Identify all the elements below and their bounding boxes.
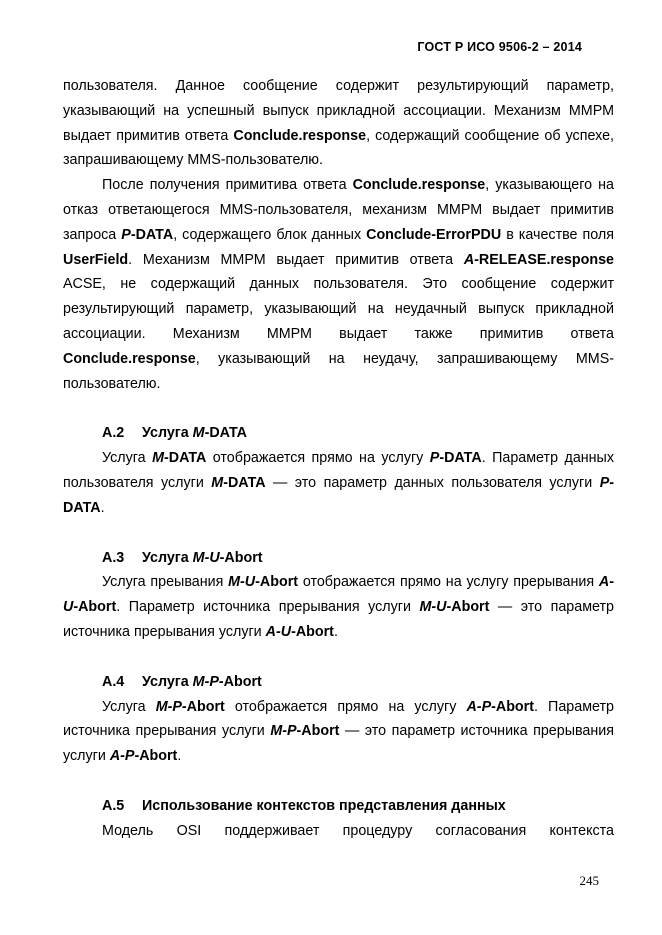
primitive-suffix: -Abort [73, 599, 117, 616]
primitive-prefix: A-U [63, 574, 614, 616]
primitive-suffix: -Abort [134, 748, 178, 765]
section-title-text: Использование контекстов представления данных [142, 797, 506, 814]
text: . [100, 499, 105, 516]
section-title-text: Услуга [142, 549, 193, 566]
section-title-italic: M [192, 425, 205, 442]
primitive-suffix: DATA [63, 499, 101, 516]
text: . Параметр источника прерывания услуги [116, 599, 420, 616]
page-number: 245 [579, 873, 599, 888]
field-name: UserField [63, 251, 129, 268]
section-number: A.5 [102, 797, 125, 814]
text: , указывающий на неудачу, запрашивающему MMS-пользователю. [63, 350, 614, 392]
section-a4-body [63, 695, 614, 769]
primitive-suffix: -Abort [291, 623, 334, 640]
text: . Механизм ММРМ выдает примитив ответа [128, 251, 464, 268]
primitive-suffix: -Abort [181, 698, 225, 715]
section-title-text: Услуга [142, 425, 193, 442]
section-title-text: Услуга [142, 673, 193, 690]
section-number: A.2 [102, 425, 125, 442]
primitive-prefix: A-P [109, 748, 135, 765]
text: — это параметр источника прерывания услуги [63, 599, 614, 640]
text: Услуга [102, 698, 156, 715]
text: , содержащего блок данных [173, 226, 367, 243]
section-title-a4 [63, 670, 614, 695]
section-title-italic: M-P [192, 673, 219, 690]
primitive-prefix: P [429, 450, 440, 467]
primitive-suffix: -Abort [255, 574, 299, 591]
section-title-a3 [63, 546, 614, 571]
primitive-prefix: M-U [419, 599, 447, 616]
primitive-suffix: -DATA [439, 450, 482, 467]
page-content [63, 74, 614, 844]
section-title-suffix: -Abort [218, 673, 262, 690]
section-number: A.3 [102, 549, 125, 566]
primitive-suffix: -Abort [491, 698, 534, 715]
text: , содержащий сообщение об успехе, запрашивающему MMS-пользователю. [63, 127, 614, 169]
pdu-name: Conclude-ErrorPDU [366, 226, 502, 243]
primitive-prefix: M-P [270, 723, 297, 740]
primitive-suffix: -Abort [446, 599, 490, 616]
primitive-prefix: P [121, 226, 131, 243]
text: пользователя. Данное сообщение содержит результирующий параметр, указывающий на успешный выпуск прикладной ассоциации. Механизм ММРМ выдает примитив ответа [63, 78, 614, 144]
text: . Параметр источника прерывания услуги [63, 698, 614, 740]
section-title-a5 [63, 794, 614, 819]
primitive-prefix: P- [599, 474, 614, 491]
text: Услуга [102, 450, 153, 467]
primitive-prefix: M-P [155, 698, 182, 715]
section-title-a2 [63, 421, 614, 446]
section-number: A.4 [102, 673, 125, 690]
document-header: ГОСТ Р ИСО 9506-2 – 2014 [417, 40, 582, 54]
text: в качестве поля [501, 226, 614, 243]
primitive-suffix: -DATA [130, 226, 174, 243]
paragraph-1 [63, 74, 614, 173]
section-title-suffix: -DATA [204, 425, 247, 442]
section-a5-body: Модель OSI поддерживает процедуру согласования контекста [102, 822, 614, 839]
section-a3-body [63, 570, 614, 644]
primitive-prefix: A-U [265, 623, 292, 640]
text: ACSE, не содержащий данных пользователя. Это сообщение содержит результирующий параметр, указывающий на неудачный выпуск прикладной ассоциации. Механизм ММРМ выдает также примитив ответа [63, 276, 614, 342]
text: отображается прямо на услугу прерывания [298, 574, 599, 591]
primitive-prefix: A- [463, 251, 479, 268]
text: . [333, 623, 338, 640]
primitive-suffix: -DATA [163, 450, 207, 467]
primitive-name: Conclude.response [233, 127, 367, 144]
paragraph-2 [63, 173, 614, 396]
section-title-italic: M-U [192, 549, 220, 566]
primitive-name: Conclude.response [63, 350, 196, 367]
primitive-name [121, 227, 173, 243]
text: отображается прямо на услугу [224, 698, 467, 715]
text: . Параметр данных пользователя услуги [63, 450, 614, 491]
text: Услуга преывания [102, 574, 229, 591]
text: После получения примитива ответа [102, 177, 353, 194]
primitive-prefix: A-P [466, 698, 492, 715]
primitive-name: Conclude.response [352, 177, 486, 194]
text: — это параметр источника прерывания услуги [63, 723, 614, 765]
text: отображается прямо на услугу [206, 450, 430, 467]
primitive-suffix: RELEASE.response [478, 251, 614, 268]
text: , указывающего на отказ ответающегося MMS-пользователя, механизм ММРМ выдает примитив запроса [63, 177, 614, 243]
primitive-prefix: M-U [228, 574, 256, 591]
text: . [177, 748, 182, 765]
primitive-name [464, 252, 614, 268]
primitive-prefix: M [211, 474, 224, 491]
primitive-prefix: M [152, 450, 164, 467]
section-a2-body [63, 446, 614, 520]
primitive-suffix: -Abort [296, 723, 340, 740]
section-title-suffix: -Abort [219, 549, 263, 566]
text: — это параметр данных пользователя услуги [265, 474, 600, 491]
primitive-suffix: -DATA [223, 474, 266, 491]
